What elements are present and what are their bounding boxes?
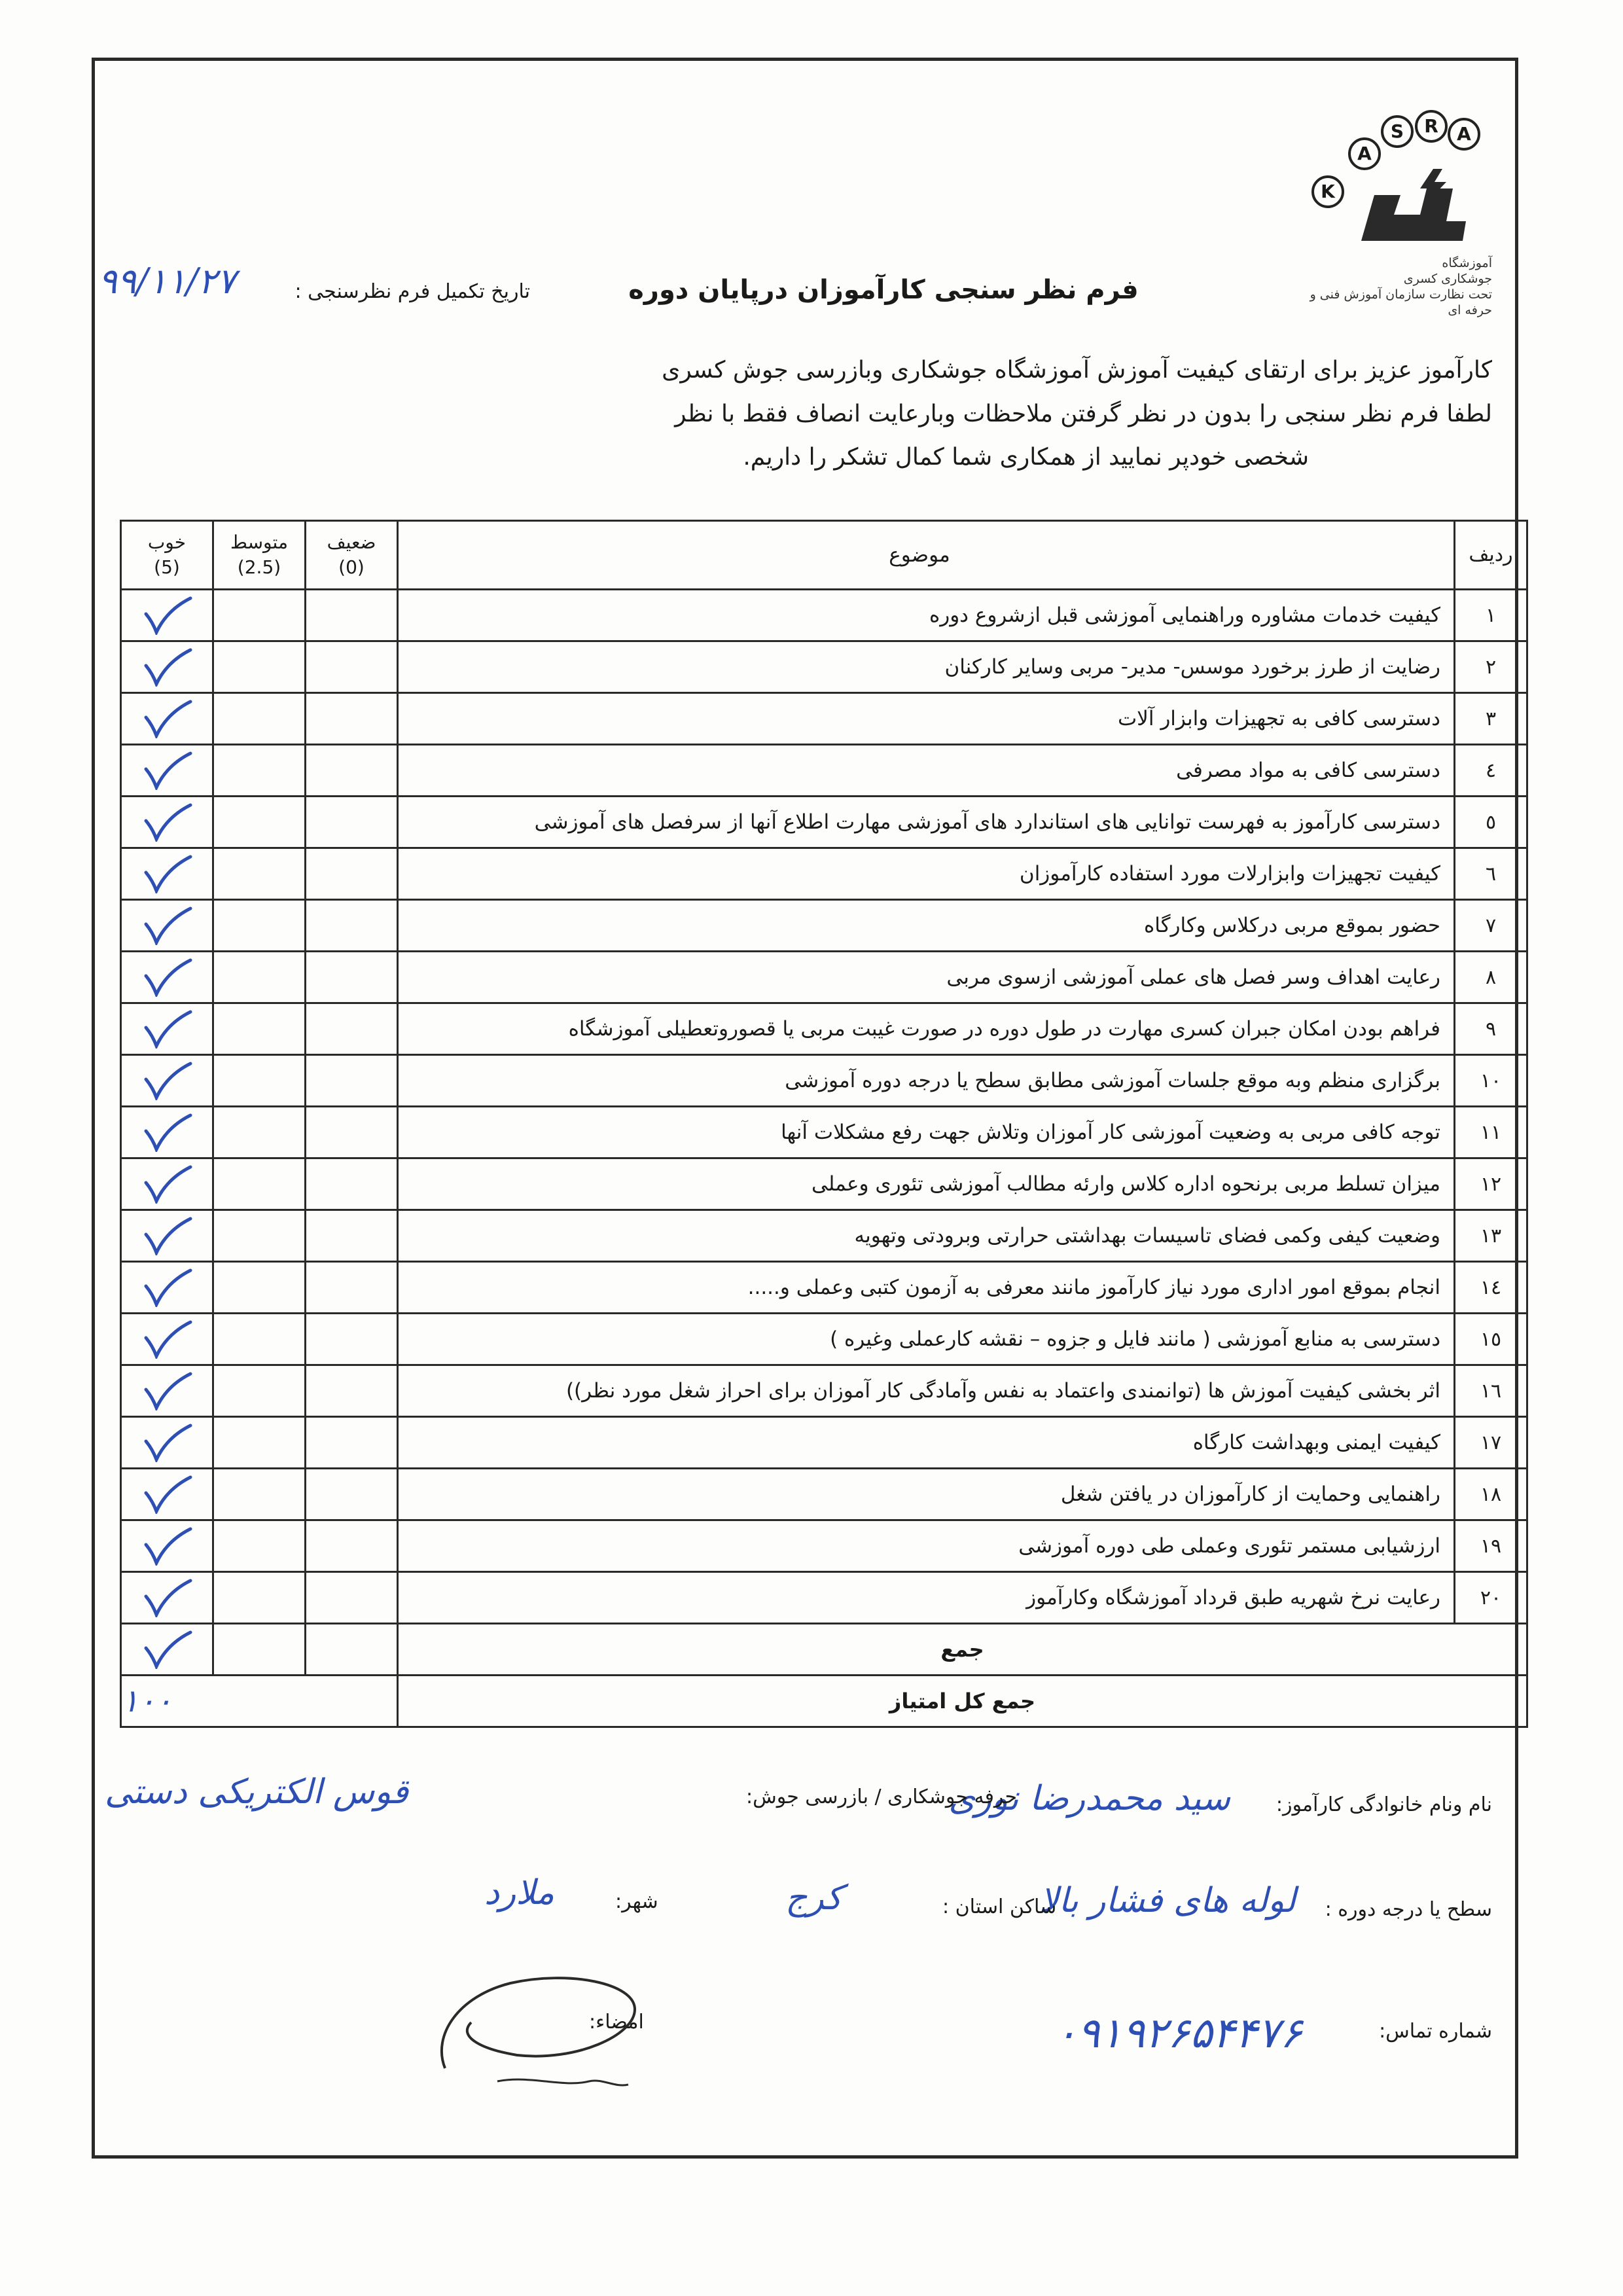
row-topic: فراهم بودن امکان جبران کسری مهارت در طول دوره در صورت غیبت مربی یا قصوروتعطیلی آموزشگاه bbox=[398, 1003, 1455, 1055]
school-logo bbox=[1296, 110, 1492, 317]
col-weak-header bbox=[306, 521, 398, 590]
rating-weak-cell[interactable] bbox=[306, 1520, 398, 1572]
rating-weak-cell[interactable] bbox=[306, 900, 398, 952]
row-number: ۱۹ bbox=[1455, 1520, 1527, 1572]
rating-average-cell[interactable] bbox=[213, 1572, 306, 1624]
logo-caption-line: تحت نظارت سازمان آموزش فنی و حرفه ای bbox=[1310, 287, 1492, 317]
row-topic: راهنمایی وحمایت از کارآموزان در یافتن شغل bbox=[398, 1469, 1455, 1520]
checkmark-icon bbox=[141, 854, 193, 893]
rating-good-cell[interactable] bbox=[121, 1572, 213, 1624]
rating-weak-cell[interactable] bbox=[306, 590, 398, 641]
city-label: شهر: bbox=[615, 1890, 658, 1913]
rating-weak-cell[interactable] bbox=[306, 1055, 398, 1107]
rating-average-cell[interactable] bbox=[213, 797, 306, 848]
row-number: ۸ bbox=[1455, 952, 1527, 1003]
good-label: خوب bbox=[147, 531, 187, 553]
table-row bbox=[121, 745, 1527, 797]
rating-good-cell[interactable] bbox=[121, 693, 213, 745]
rating-good-cell[interactable] bbox=[121, 1262, 213, 1314]
rating-good-cell[interactable] bbox=[121, 797, 213, 848]
table-row bbox=[121, 1262, 1527, 1314]
rating-good-cell[interactable] bbox=[121, 1107, 213, 1158]
rating-average-cell[interactable] bbox=[213, 1520, 306, 1572]
checkmark-icon bbox=[141, 1423, 193, 1462]
rating-weak-cell[interactable] bbox=[306, 1262, 398, 1314]
row-topic: دسترسی کافی به تجهیزات وابزار آلات bbox=[398, 693, 1455, 745]
checkmark-icon bbox=[141, 751, 193, 790]
average-label: متوسط bbox=[230, 531, 288, 553]
row-topic: رضایت از طرز برخورد موسس- مدیر- مربی وسایر کارکنان bbox=[398, 641, 1455, 693]
table-row bbox=[121, 1158, 1527, 1210]
level-value[interactable]: لوله های فشار بالا bbox=[1039, 1881, 1296, 1920]
intro-line-2: لطفا فرم نظر سنجی را بدون در نظر گرفتن ملاحظات وبارعایت انصاف فقط با نظر bbox=[675, 401, 1492, 427]
rating-average-cell[interactable] bbox=[213, 1107, 306, 1158]
rating-good-cell[interactable] bbox=[121, 1314, 213, 1365]
row-topic: حضور بموقع مربی درکلاس وکارگاه bbox=[398, 900, 1455, 952]
row-number: ٦ bbox=[1455, 848, 1527, 900]
table-row bbox=[121, 1520, 1527, 1572]
logo-letter-k: K bbox=[1311, 175, 1344, 208]
checkmark-icon bbox=[141, 1319, 193, 1359]
table-row bbox=[121, 1572, 1527, 1624]
form-title: فرم نظر سنجی کارآموزان درپایان دوره bbox=[628, 275, 1139, 305]
col-topic-header: موضوع bbox=[398, 521, 1455, 590]
table-row bbox=[121, 1365, 1527, 1417]
row-topic: میزان تسلط مربی برنحوه اداره کلاس وارئه مطالب آموزشی تئوری وعملی bbox=[398, 1158, 1455, 1210]
table-row bbox=[121, 1003, 1527, 1055]
rating-average-cell[interactable] bbox=[213, 1210, 306, 1262]
trainee-name-label: نام ونام خانوادگی کارآموز: bbox=[1275, 1793, 1492, 1816]
row-number: ۹ bbox=[1455, 1003, 1527, 1055]
table-row bbox=[121, 641, 1527, 693]
rating-weak-cell[interactable] bbox=[306, 693, 398, 745]
sum-row bbox=[121, 1624, 1527, 1676]
col-average-header bbox=[213, 521, 306, 590]
table-row bbox=[121, 1107, 1527, 1158]
row-number: ۲۰ bbox=[1455, 1572, 1527, 1624]
checkmark-icon bbox=[141, 1164, 193, 1204]
logo-caption-line: جوشکاری کسری bbox=[1403, 272, 1492, 286]
signature-icon[interactable] bbox=[419, 1957, 746, 2101]
checkmark-icon bbox=[141, 1526, 193, 1566]
rating-good-cell[interactable] bbox=[121, 590, 213, 641]
grand-total-label: جمع کل امتیاز bbox=[398, 1676, 1527, 1727]
weak-score: (0) bbox=[338, 556, 365, 578]
rating-good-cell[interactable] bbox=[121, 848, 213, 900]
table-row bbox=[121, 1469, 1527, 1520]
row-topic: دسترسی به منابع آموزشی ( مانند فایل و جزوه – نقشه کارعملی وغیره ) bbox=[398, 1314, 1455, 1365]
checkmark-icon bbox=[141, 1578, 193, 1617]
checkmark-icon bbox=[141, 958, 193, 997]
checkmark-icon bbox=[141, 1630, 193, 1669]
row-number: ۱۲ bbox=[1455, 1158, 1527, 1210]
city-value[interactable]: ملارد bbox=[484, 1873, 555, 1912]
rating-good-cell[interactable] bbox=[121, 952, 213, 1003]
phone-value[interactable]: ۰۹۱۹۲۶۵۴۴۷۶ bbox=[1054, 2009, 1302, 2058]
trainee-name-value[interactable]: سید محمدرضا نوری bbox=[948, 1779, 1230, 1818]
rating-weak-cell[interactable] bbox=[306, 1107, 398, 1158]
rating-average-cell[interactable] bbox=[213, 641, 306, 693]
sum-good-cell[interactable] bbox=[121, 1624, 213, 1676]
row-number: ۱۷ bbox=[1455, 1417, 1527, 1469]
rating-weak-cell[interactable] bbox=[306, 1210, 398, 1262]
rating-average-cell[interactable] bbox=[213, 952, 306, 1003]
col-num-header: ردیف bbox=[1455, 521, 1527, 590]
rating-weak-cell[interactable] bbox=[306, 1365, 398, 1417]
row-topic: توجه کافی مربی به وضعیت آموزشی کار آموزان وتلاش جهت رفع مشکلات آنها bbox=[398, 1107, 1455, 1158]
table-header-row bbox=[121, 521, 1527, 590]
row-number: ۱۰ bbox=[1455, 1055, 1527, 1107]
table-row bbox=[121, 1055, 1527, 1107]
rating-average-cell[interactable] bbox=[213, 1365, 306, 1417]
checkmark-icon bbox=[141, 596, 193, 635]
row-topic: دسترسی کارآموز به فهرست توانایی های استاندارد های آموزشی مهارت اطلاع آنها از سرفصل های آموزشی bbox=[398, 797, 1455, 848]
rating-average-cell[interactable] bbox=[213, 1158, 306, 1210]
table-row bbox=[121, 1417, 1527, 1469]
row-number: ١٤ bbox=[1455, 1262, 1527, 1314]
table-row bbox=[121, 797, 1527, 848]
trade-label: حرفه جوشکاری / بازرسی جوش: bbox=[746, 1785, 1018, 1808]
row-number: ۷ bbox=[1455, 900, 1527, 952]
sum-label: جمع bbox=[398, 1624, 1527, 1676]
rating-weak-cell[interactable] bbox=[306, 848, 398, 900]
evaluation-table bbox=[120, 520, 1528, 1728]
rating-good-cell[interactable] bbox=[121, 1210, 213, 1262]
table-row bbox=[121, 1314, 1527, 1365]
row-topic: انجام بموقع امور اداری مورد نیاز کارآموز مانند معرفی به آزمون کتبی وعملی و..... bbox=[398, 1262, 1455, 1314]
level-label: سطح یا درجه دوره : bbox=[1325, 1898, 1492, 1921]
date-value[interactable]: ۹۹/۱۱/۲۷ bbox=[98, 260, 236, 302]
row-number: ۳ bbox=[1455, 693, 1527, 745]
rating-good-cell[interactable] bbox=[121, 641, 213, 693]
logo-letter-s: S bbox=[1381, 115, 1414, 148]
rating-good-cell[interactable] bbox=[121, 1055, 213, 1107]
rating-good-cell[interactable] bbox=[121, 1158, 213, 1210]
rating-weak-cell[interactable] bbox=[306, 745, 398, 797]
table-row bbox=[121, 900, 1527, 952]
intro-line-1: کارآموز عزیز برای ارتقای کیفیت آموزش آموزشگاه جوشکاری وبازرسی جوش کسری bbox=[662, 357, 1492, 384]
logo-caption-line: آموزشگاه bbox=[1442, 256, 1492, 270]
rating-weak-cell[interactable] bbox=[306, 641, 398, 693]
rating-good-cell[interactable] bbox=[121, 1469, 213, 1520]
rating-good-cell[interactable] bbox=[121, 1365, 213, 1417]
row-topic: رعایت نرخ شهریه طبق قرداد آموزشگاه وکارآموز bbox=[398, 1572, 1455, 1624]
table-row bbox=[121, 590, 1527, 641]
sum-weak-cell[interactable] bbox=[306, 1624, 398, 1676]
table-row bbox=[121, 952, 1527, 1003]
row-topic: کیفیت تجهیزات وابزارلات مورد استفاده کارآموزان bbox=[398, 848, 1455, 900]
good-score: (5) bbox=[154, 556, 180, 578]
row-number: ۱۸ bbox=[1455, 1469, 1527, 1520]
rating-weak-cell[interactable] bbox=[306, 1158, 398, 1210]
province-value[interactable]: کرج bbox=[785, 1878, 843, 1918]
signature-label: امضاء: bbox=[589, 2011, 644, 2034]
checkmark-icon bbox=[141, 1113, 193, 1152]
row-topic: ارزشیابی مستمر تئوری وعملی طی دوره آموزشی bbox=[398, 1520, 1455, 1572]
logo-letter-a2: A bbox=[1448, 118, 1480, 151]
table-row bbox=[121, 1210, 1527, 1262]
rating-weak-cell[interactable] bbox=[306, 1003, 398, 1055]
row-number: ٥ bbox=[1455, 797, 1527, 848]
rating-good-cell[interactable] bbox=[121, 900, 213, 952]
row-number: ۱۱ bbox=[1455, 1107, 1527, 1158]
rating-average-cell[interactable] bbox=[213, 1003, 306, 1055]
logo-caption bbox=[1296, 255, 1492, 318]
row-topic: دسترسی کافی به مواد مصرفی bbox=[398, 745, 1455, 797]
row-topic: کیفیت خدمات مشاوره وراهنمایی آموزشی قبل ازشروع دوره bbox=[398, 590, 1455, 641]
rating-average-cell[interactable] bbox=[213, 848, 306, 900]
weak-label: ضعیف bbox=[327, 531, 376, 553]
rating-weak-cell[interactable] bbox=[306, 1314, 398, 1365]
rating-average-cell[interactable] bbox=[213, 693, 306, 745]
logo-mark-icon bbox=[1355, 169, 1472, 254]
logo-letter-a: A bbox=[1348, 137, 1381, 170]
table-row bbox=[121, 693, 1527, 745]
rating-weak-cell[interactable] bbox=[306, 797, 398, 848]
rating-weak-cell[interactable] bbox=[306, 1469, 398, 1520]
row-topic: برگزاری منظم وبه موقع جلسات آموزشی مطابق سطح یا درجه دوره آموزشی bbox=[398, 1055, 1455, 1107]
checkmark-icon bbox=[141, 1268, 193, 1307]
rating-good-cell[interactable] bbox=[121, 1417, 213, 1469]
grand-total-row bbox=[121, 1676, 1527, 1727]
row-topic: کیفیت ایمنی وبهداشت کارگاه bbox=[398, 1417, 1455, 1469]
rating-average-cell[interactable] bbox=[213, 1314, 306, 1365]
checkmark-icon bbox=[141, 1061, 193, 1100]
table-row bbox=[121, 848, 1527, 900]
row-number: ١٥ bbox=[1455, 1314, 1527, 1365]
rating-weak-cell[interactable] bbox=[306, 952, 398, 1003]
rating-weak-cell[interactable] bbox=[306, 1417, 398, 1469]
checkmark-icon bbox=[141, 647, 193, 687]
checkmark-icon bbox=[141, 1216, 193, 1255]
rating-average-cell[interactable] bbox=[213, 590, 306, 641]
row-number: ۱ bbox=[1455, 590, 1527, 641]
rating-good-cell[interactable] bbox=[121, 1520, 213, 1572]
checkmark-icon bbox=[141, 802, 193, 842]
intro-line-3: شخصی خودپر نمایید از همکاری شما کمال تشکر را داریم. bbox=[743, 444, 1309, 471]
checkmark-icon bbox=[141, 1475, 193, 1514]
province-label: ساکن استان : bbox=[942, 1895, 1057, 1918]
rating-good-cell[interactable] bbox=[121, 745, 213, 797]
row-number: ١٦ bbox=[1455, 1365, 1527, 1417]
rating-good-cell[interactable] bbox=[121, 1003, 213, 1055]
checkmark-icon bbox=[141, 1371, 193, 1410]
rating-average-cell[interactable] bbox=[213, 1469, 306, 1520]
sum-average-cell[interactable] bbox=[213, 1624, 306, 1676]
row-topic: وضعیت کیفی وکمی فضای تاسیسات بهداشتی حرارتی وبرودتی وتهویه bbox=[398, 1210, 1455, 1262]
col-good-header bbox=[121, 521, 213, 590]
phone-label: شماره تماس: bbox=[1379, 2020, 1492, 2043]
rating-average-cell[interactable] bbox=[213, 1055, 306, 1107]
rating-average-cell[interactable] bbox=[213, 1417, 306, 1469]
rating-average-cell[interactable] bbox=[213, 900, 306, 952]
grand-total-value[interactable]: ۱۰۰ bbox=[121, 1676, 398, 1727]
date-label: تاریخ تکمیل فرم نظرسنجی : bbox=[294, 280, 530, 303]
checkmark-icon bbox=[141, 1009, 193, 1049]
checkmark-icon bbox=[141, 906, 193, 945]
rating-weak-cell[interactable] bbox=[306, 1572, 398, 1624]
row-number: ۲ bbox=[1455, 641, 1527, 693]
checkmark-icon bbox=[141, 699, 193, 738]
row-topic: رعایت اهداف وسر فصل های عملی آموزشی ازسوی مربی bbox=[398, 952, 1455, 1003]
row-number: ٤ bbox=[1455, 745, 1527, 797]
row-topic: اثر بخشی کیفیت آموزش ها (توانمندی واعتماد به نفس وآمادگی کار آموزان برای احراز شغل مورد نظر)) bbox=[398, 1365, 1455, 1417]
rating-average-cell[interactable] bbox=[213, 745, 306, 797]
trade-value[interactable]: قوس الکتریکی دستی bbox=[105, 1772, 408, 1812]
row-number: ۱۳ bbox=[1455, 1210, 1527, 1262]
average-score: (2.5) bbox=[237, 556, 281, 578]
logo-letter-r: R bbox=[1415, 110, 1448, 143]
rating-average-cell[interactable] bbox=[213, 1262, 306, 1314]
